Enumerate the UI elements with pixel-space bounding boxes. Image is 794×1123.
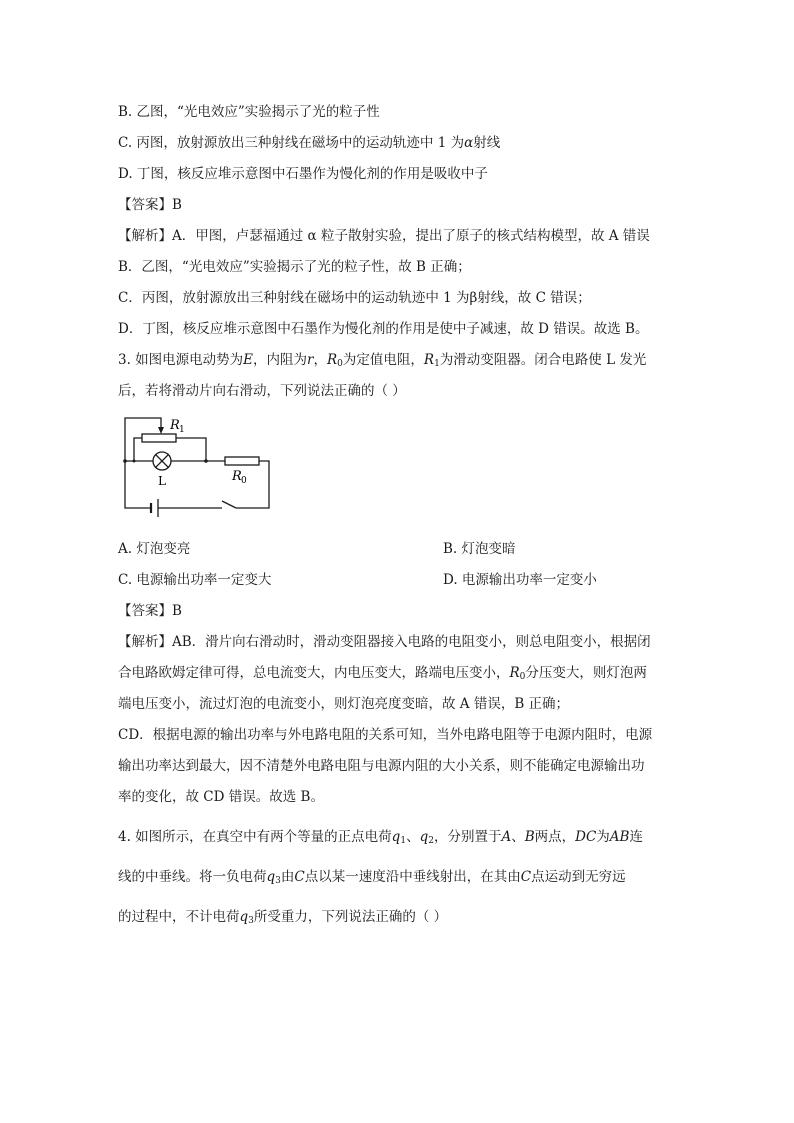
- q2-analysis-2: B．乙图，“光电效应”实验揭示了光的粒子性，故 B 正确；: [118, 259, 471, 275]
- q1-subscript: 1: [400, 836, 407, 846]
- q2-option-c: [118, 133, 500, 153]
- r0-symbol-analysis: R: [509, 665, 520, 681]
- lamp-label: L: [158, 474, 166, 488]
- q4-stem-line-3: [118, 907, 447, 931]
- r1-left-wire: [134, 438, 142, 461]
- q4-line1-b: ，分别置于: [433, 829, 502, 845]
- q4-line1-d: 为: [596, 829, 610, 845]
- q2-option-b: B. 乙图，“光电效应”实验揭示了光的粒子性: [118, 104, 380, 120]
- q4-line2-d: 点运动到无穷远: [531, 869, 626, 885]
- q4-line1-e: 连: [629, 829, 643, 845]
- point-c-2: C: [520, 869, 532, 885]
- q2-analysis-1: 【解析】A．甲图，卢瑟福通过 α 粒子散射实验，提出了原子的核式结构模型，故 A 错误: [118, 228, 650, 244]
- point-c: C: [294, 869, 305, 885]
- line-dc: DC: [575, 829, 597, 845]
- q3-analysis-1: 【解析】AB．滑片向右滑动时，滑动变阻器接入电路的电阻变小，则总电阻变小，根据闭: [118, 634, 651, 650]
- r0-label-sub: 0: [241, 476, 247, 486]
- r0-subscript: 0: [337, 359, 343, 369]
- q4-line1-c: 两点，: [534, 829, 576, 845]
- q4-line3-b: 所受重力，下列说法正确的（ ）: [253, 909, 448, 925]
- q4-line1-a: 4. 如图所示，在真空中有两个等量的正点电荷: [118, 829, 392, 845]
- q3-stem-d: 为定值电阻，: [342, 352, 424, 368]
- q3-stem-line-2: 后，若将滑动片向右滑动，下列说法正确的（ ）: [118, 383, 406, 399]
- r0-label: R: [232, 469, 242, 484]
- q3-option-c: C. 电源输出功率一定变大: [118, 572, 272, 588]
- q3-analysis-6: 率的变化，故 CD 错误。故选 B。: [118, 789, 324, 805]
- switch: [222, 501, 236, 508]
- q3-stem-a: 3. 如图电源电动势为: [118, 352, 244, 368]
- q2-answer: 【答案】B: [118, 197, 182, 213]
- q2-option-d: D. 丁图，核反应堆示意图中石墨作为慢化剂的作用是吸收中子: [118, 166, 488, 182]
- q4-line2-c: 点以某一速度沿中垂线射出，在其由: [304, 869, 521, 885]
- q3-symbol-2: q: [239, 909, 249, 925]
- q3-symbol: q: [266, 869, 276, 885]
- q4-separator: 、: [406, 829, 420, 845]
- point-a: A: [501, 829, 512, 845]
- r0-symbol: R: [327, 352, 338, 368]
- q1-symbol: q: [391, 829, 401, 845]
- q3-analysis-2: [118, 663, 647, 687]
- q2-analysis-3: C．丙图，放射源放出三种射线在磁场中的运动轨迹中 1 为β射线，故 C 错误；: [118, 290, 591, 306]
- q3-stem-line-1: [118, 350, 646, 374]
- q4-stem-line-2: [118, 867, 626, 891]
- r0-subscript-analysis: 0: [519, 672, 526, 682]
- q2-symbol: q: [419, 829, 429, 845]
- q3-analysis-5: 输出功率达到最大，因不清楚外电路电阻与电源内阻的大小关系，则不能确定电源输出功: [118, 758, 645, 774]
- slider-arrow-icon: [158, 427, 164, 434]
- q3-analysis-3: 端电压变小，流过灯泡的电流变小，则灯泡亮度变暗，故 A 错误，B 正确；: [118, 696, 570, 712]
- q4-line2-a: 线的中垂线。将一负电荷: [118, 869, 267, 885]
- q2-option-c-text: C. 丙图，放射源放出三种射线在磁场中的运动轨迹中 1 为: [118, 135, 465, 151]
- q4-stem-line-1: [118, 827, 643, 851]
- r1-rheostat: [142, 434, 176, 442]
- q2-option-c-tail: 射线: [473, 135, 501, 151]
- q3-option-b: B. 灯泡变暗: [443, 541, 516, 557]
- q3-stem-c: ，: [313, 352, 327, 368]
- r1-subscript: 1: [434, 359, 440, 369]
- point-b: B: [524, 829, 535, 845]
- q3-subscript-2: 3: [248, 916, 254, 926]
- alpha-symbol: α: [464, 135, 474, 151]
- q3-analysis-2-tail: 分压变大，则灯泡两: [525, 665, 647, 681]
- q3-subscript: 3: [275, 876, 281, 886]
- r0-resistor: [225, 457, 259, 465]
- left-wire: [125, 461, 151, 508]
- q4-line3-a: 的过程中，不计电荷: [118, 909, 240, 925]
- internal-resistance-symbol: r: [307, 352, 314, 368]
- r1-right-wire: [176, 438, 206, 461]
- q3-analysis-2-text: 合电路欧姆定律可得，总电流变大，内电压变大，路端电压变小，: [118, 665, 510, 681]
- q2-analysis-4: D．丁图，核反应堆示意图中石墨作为慢化剂的作用是使中子减速，故 D 错误。故选 B。: [118, 321, 649, 337]
- q2-subscript: 2: [428, 836, 434, 846]
- r1-label: R: [170, 418, 180, 433]
- q3-option-d: D. 电源输出功率一定变小: [443, 572, 597, 588]
- q4-line2-b: 由: [280, 869, 295, 885]
- r1-label-sub: 1: [179, 425, 185, 435]
- q3-stem-e: 为滑动变阻器。闭合电路使 L 发光: [439, 352, 647, 368]
- q3-stem-b: ，内阻为: [253, 352, 308, 368]
- line-ab: AB: [609, 829, 630, 845]
- q3-analysis-4: CD．根据电源的输出功率与外电路电阻的关系可知，当外电路电阻等于电源内阻时，电源: [118, 727, 653, 743]
- q3-option-a: A. 灯泡变亮: [118, 541, 191, 557]
- q4-separator-2: 、: [511, 829, 525, 845]
- circuit-diagram: [118, 412, 278, 524]
- emf-symbol: E: [243, 352, 254, 368]
- q3-answer: 【答案】B: [118, 603, 182, 619]
- r1-symbol: R: [423, 352, 435, 368]
